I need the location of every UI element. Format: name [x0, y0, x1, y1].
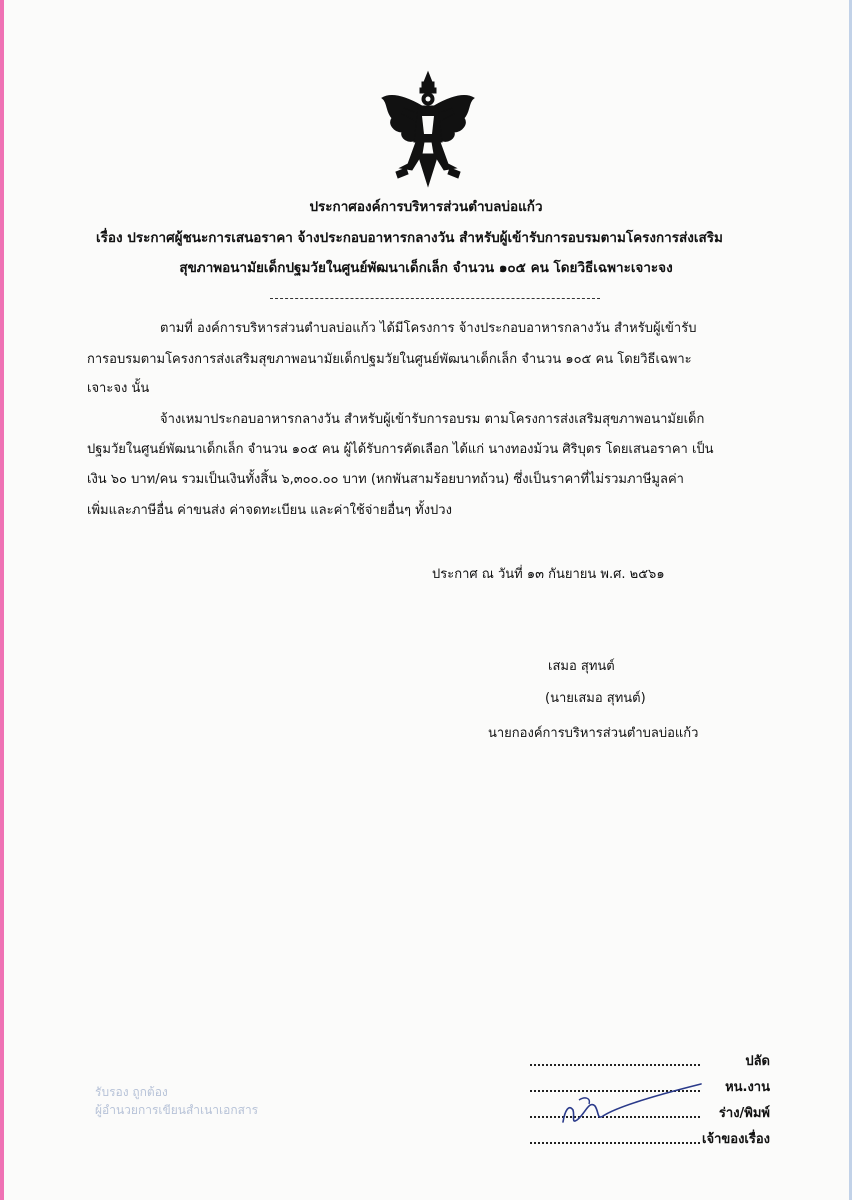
- signature-position: นายกองค์การบริหารส่วนตำบลบ่อแก้ว: [488, 726, 699, 741]
- stamp-line-2: ผู้อำนวยการเขียนสำเนาเอกสาร: [95, 1103, 259, 1117]
- paragraph-2-line-3: เงิน ๖๐ บาท/คน รวมเป็นเงินทั้งสิ้น ๖,๓๐๐.๐๐ บาท (หกพันสามร้อยบาทถ้วน) ซึ่งเป็นราคาที่ไม่รวมภาษีมูลค่า: [87, 472, 684, 487]
- paragraph-1-line-2: การอบรมตามโครงการส่งเสริมสุขภาพอนามัยเด็กปฐมวัยในศูนย์พัฒนาเด็กเล็ก จำนวน ๑๐๕ คน โดยวิธีเฉพาะ: [87, 352, 692, 367]
- handwritten-initials-icon: [555, 1070, 705, 1130]
- routing-label-1: ปลัด: [745, 1054, 770, 1069]
- dotted-line: [530, 1064, 700, 1066]
- subject-line-1: เรื่อง ประกาศผู้ชนะการเสนอราคา จ้างประกอบอาหารกลางวัน สำหรับผู้เข้ารับการอบรมตามโครงการส่งเสริม: [96, 230, 723, 246]
- paragraph-1-line-3: เจาะจง นั้น: [87, 381, 150, 396]
- signature-full-name: (นายเสมอ สุทนต์): [545, 691, 646, 706]
- certification-stamp: [95, 1083, 258, 1119]
- paragraph-1-line-1: ตามที่ องค์การบริหารส่วนตำบลบ่อแก้ว ได้มีโครงการ จ้างประกอบอาหารกลางวัน สำหรับผู้เข้ารับ: [160, 321, 697, 336]
- routing-label-3: ร่าง/พิมพ์: [718, 1106, 770, 1121]
- routing-label-4: เจ้าของเรื่อง: [702, 1132, 770, 1147]
- paragraph-2-line-1: จ้างเหมาประกอบอาหารกลางวัน สำหรับผู้เข้ารับการอบรม ตามโครงการส่งเสริมสุขภาพอนามัยเด็ก: [160, 412, 705, 427]
- dotted-line: [530, 1142, 700, 1144]
- page-edge-left: [0, 0, 4, 1200]
- announcement-date: ประกาศ ณ วันที่ ๑๓ กันยายน พ.ศ. ๒๕๖๑: [432, 567, 665, 582]
- stamp-line-1: รับรอง ถูกต้อง: [95, 1085, 168, 1099]
- org-title: ประกาศองค์การบริหารส่วนตำบลบ่อแก้ว: [309, 199, 543, 215]
- garuda-emblem-icon: [378, 68, 478, 192]
- signature-name: เสมอ สุทนต์: [548, 659, 615, 674]
- routing-row: [530, 1050, 770, 1070]
- paragraph-2-line-2: ปฐมวัยในศูนย์พัฒนาเด็กเล็ก จำนวน ๑๐๕ คน ผู้ได้รับการคัดเลือก ได้แก่ นางทองม้วน ศิริบุตร โดยเสนอราคา เป็น: [87, 442, 714, 457]
- header-divider: [270, 298, 600, 299]
- paragraph-2-line-4: เพิ่มและภาษีอื่น ค่าขนส่ง ค่าจดทะเบียน และค่าใช้จ่ายอื่นๆ ทั้งปวง: [87, 503, 452, 518]
- routing-row: [530, 1128, 770, 1148]
- subject-line-2: สุขภาพอนามัยเด็กปฐมวัยในศูนย์พัฒนาเด็กเล็ก จำนวน ๑๐๕ คน โดยวิธีเฉพาะเจาะจง: [179, 260, 673, 276]
- routing-label-2: หน.งาน: [725, 1080, 770, 1095]
